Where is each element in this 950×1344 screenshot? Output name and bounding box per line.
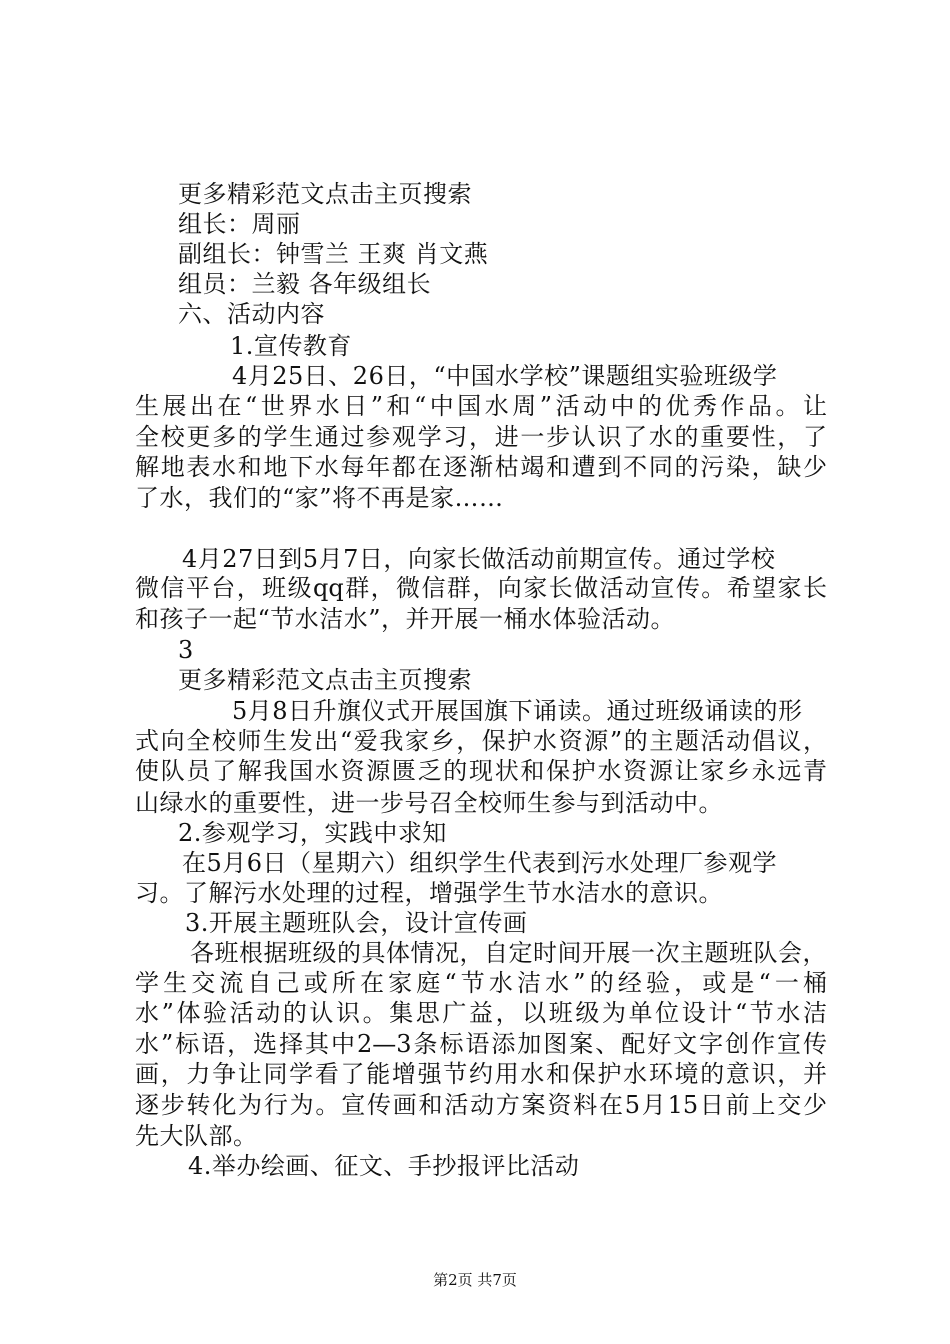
members-line: 组员：兰毅 各年级组长 — [178, 270, 432, 298]
subheading-visit-study: 2.参观学习，实践中求知 — [178, 819, 447, 847]
subheading-publicity: 1.宣传教育 — [230, 332, 352, 360]
paragraph-line: 山绿水的重要性，进一步号召全校师生参与到活动中。 — [135, 789, 723, 817]
paragraph-line: 4月25日、26日，“中国水学校”课题组实验班级学 — [232, 362, 778, 390]
paragraph-line: 学生交流自己或所在家庭“节水洁水”的经验，或是“一桶 — [135, 969, 827, 997]
paragraph-line: 习。了解污水处理的过程，增强学生节水洁水的意识。 — [135, 879, 723, 907]
header-more-essays: 更多精彩范文点击主页搜索 — [178, 180, 472, 208]
paragraph-line: 逐步转化为行为。宣传画和活动方案资料在5月15日前上交少 — [135, 1091, 827, 1119]
paragraph-line: 式向全校师生发出“爱我家乡，保护水资源”的主题活动倡议， — [135, 727, 827, 755]
paragraph-line: 在5月6日（星期六）组织学生代表到污水处理厂参观学 — [182, 849, 778, 877]
paragraph-line: 各班根据班级的具体情况，自定时间开展一次主题班队会， — [190, 939, 827, 967]
group-leader-line: 组长：周丽 — [178, 210, 301, 238]
header-more-essays: 更多精彩范文点击主页搜索 — [178, 666, 472, 694]
paragraph-line: 微信平台，班级qq群，微信群，向家长做活动宣传。希望家长 — [135, 574, 827, 602]
subheading-competition: 4.举办绘画、征文、手抄报评比活动 — [188, 1152, 580, 1180]
paragraph-line: 生展出在“世界水日”和“中国水周”活动中的优秀作品。让 — [135, 392, 827, 420]
page-footer: 第2页 共7页 — [433, 1271, 517, 1289]
paragraph-line: 了水，我们的“家”将不再是家…… — [135, 484, 504, 512]
paragraph-line: 先大队部。 — [135, 1122, 258, 1150]
paragraph-line: 4月27日到5月7日，向家长做活动前期宣传。通过学校 — [182, 545, 776, 573]
paragraph-line: 水”体验活动的认识。集思广益，以班级为单位设计“节水洁 — [135, 999, 827, 1027]
paragraph-line: 5月8日升旗仪式开展国旗下诵读。通过班级诵读的形 — [232, 697, 803, 725]
paragraph-line: 和孩子一起“节水洁水”，并开展一桶水体验活动。 — [135, 605, 676, 633]
section-heading-activities: 六、活动内容 — [178, 300, 325, 328]
paragraph-line: 解地表水和地下水每年都在逐渐枯竭和遭到不同的污染，缺少 — [135, 453, 827, 481]
paragraph-line: 全校更多的学生通过参观学习，进一步认识了水的重要性，了 — [135, 423, 827, 451]
page-number-inline: 3 — [178, 636, 194, 664]
deputy-leader-line: 副组长：钟雪兰 王爽 肖文燕 — [178, 240, 489, 268]
paragraph-line: 画，力争让同学看了能增强节约用水和保护水环境的意识，并 — [135, 1060, 827, 1088]
paragraph-line: 水”标语，选择其中2—3条标语添加图案、配好文字创作宣传 — [135, 1030, 827, 1058]
subheading-class-meeting: 3.开展主题班队会，设计宣传画 — [185, 909, 528, 937]
paragraph-line: 使队员了解我国水资源匮乏的现状和保护水资源让家乡永远青 — [135, 757, 827, 785]
